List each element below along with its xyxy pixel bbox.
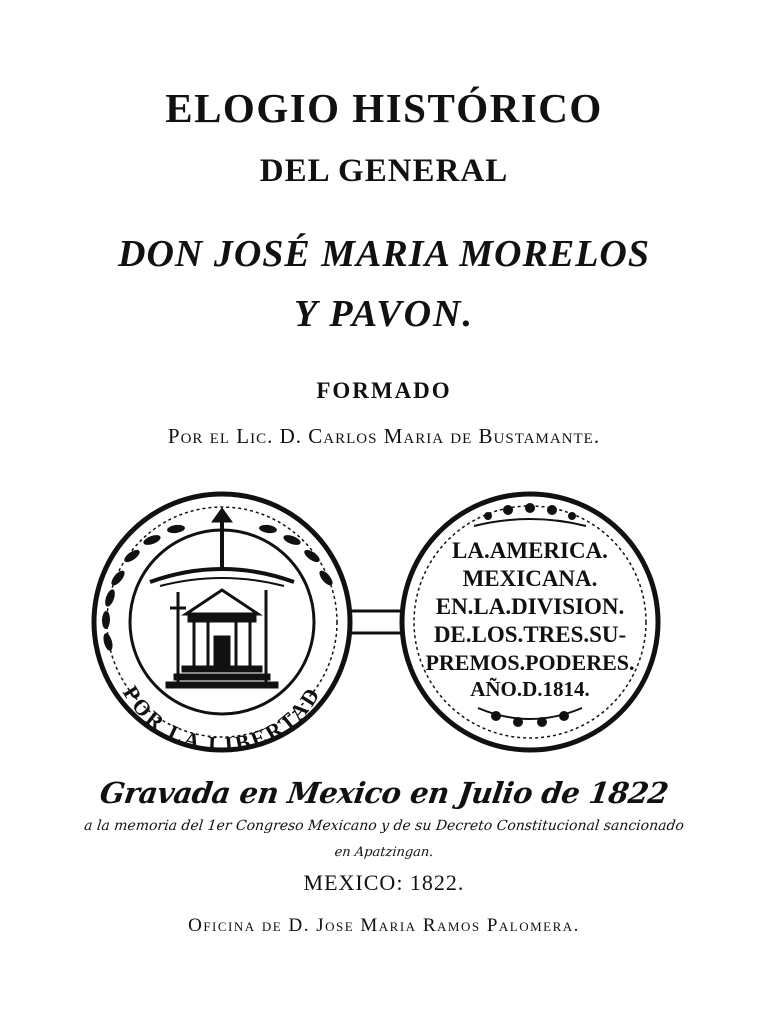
medals-illustration — [0, 490, 768, 770]
medal-right-line-5: PREMOS.PODERES. — [425, 650, 635, 675]
author-line: Por el Lic. D. Carlos Maria de Bustamante. — [167, 424, 601, 448]
imprint-line: MEXICO: 1822. — [303, 870, 465, 895]
medal-left-motto: POR LA LIBERTAD — [118, 681, 326, 758]
medal-right-line-4: DE.LOS.TRES.SU- — [433, 622, 627, 647]
printer-line: Oficina de D. Jose Maria Ramos Palomera. — [188, 915, 580, 936]
title-line-3: DON JOSÉ MARIA MORELOS — [118, 233, 650, 275]
title-line-1: ELOGIO HISTÓRICO — [165, 85, 603, 131]
engraving-caption: Gravada en Mexico en Julio de 1822 — [97, 776, 671, 810]
engraving-note-2: en Apatzingan. — [333, 845, 435, 860]
title-line-2: DEL GENERAL — [259, 153, 509, 189]
formado-label: FORMADO — [316, 378, 452, 403]
medal-right — [402, 494, 658, 750]
medal-right-line-6: AÑO.D.1814. — [470, 677, 590, 701]
medal-right-line-3: EN.LA.DIVISION. — [435, 594, 625, 619]
title-line-4: Y PAVON. — [294, 293, 474, 335]
medal-right-line-1: LA.AMERICA. — [452, 538, 608, 563]
engraving-note: a la memoria del 1er Congreso Mexicano y de su Decreto Constitucional sancionado — [83, 818, 685, 834]
medal-left — [94, 494, 350, 757]
medal-right-line-2: MEXICANA. — [462, 566, 598, 591]
